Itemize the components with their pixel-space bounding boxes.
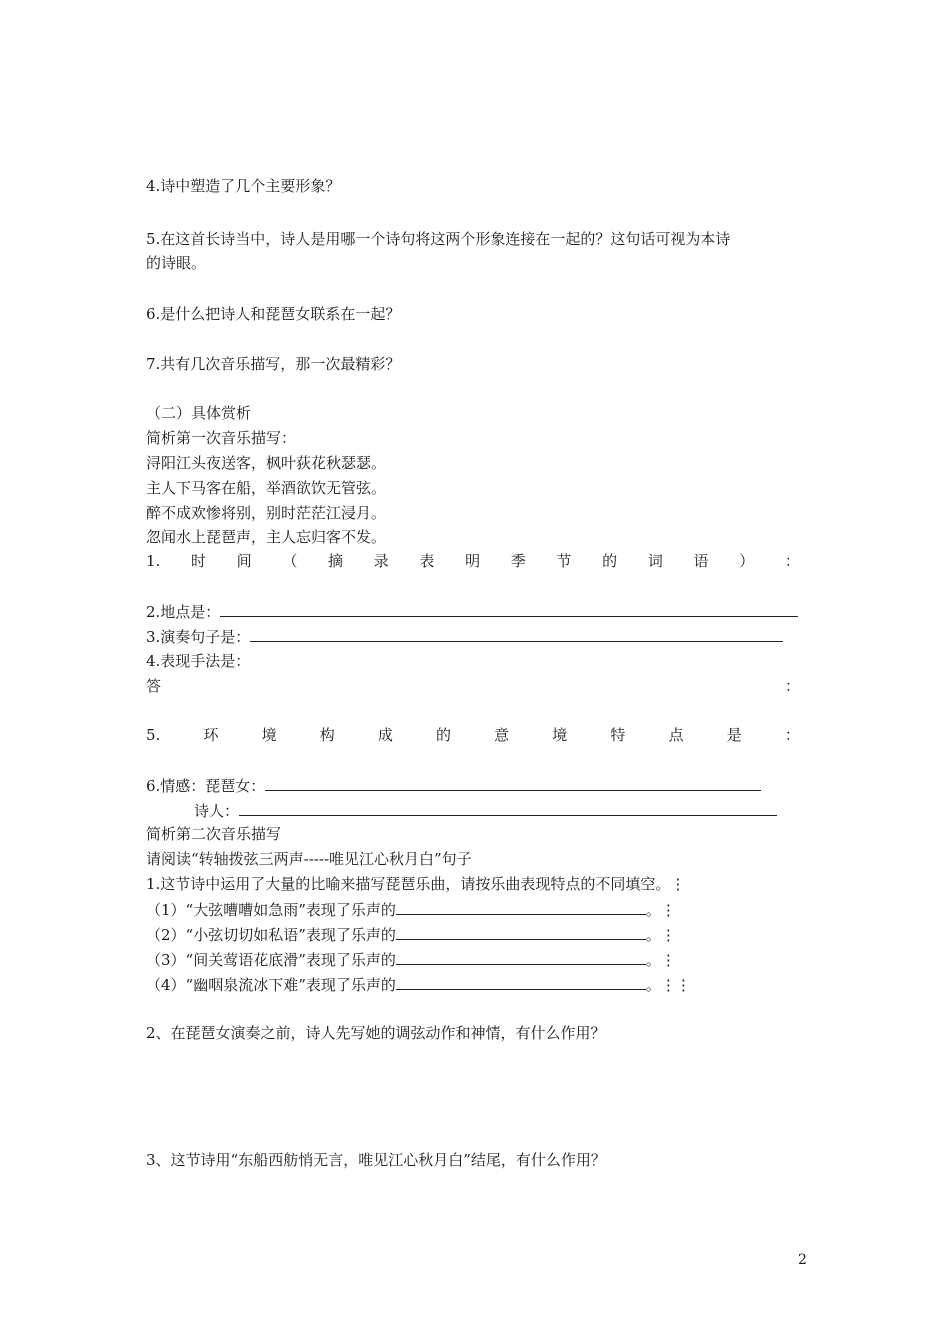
ending-question: 3、这节诗用“东船西舫悄无言，唯见江心秋月白”结尾，有什么作用？ [146, 1151, 606, 1169]
answer-blank[interactable] [396, 949, 646, 965]
question-5-line-2: 的诗眼。 [146, 254, 207, 272]
metaphor-item: （3）“间关莺语花底滑”表现了乐声的 。⋮ [146, 951, 676, 969]
fill-emotion-pipa: 6.情感：琵琶女： [146, 775, 761, 796]
second-music-title: 简析第二次音乐描写 [146, 825, 282, 843]
metaphor-item: （4）“幽咽泉流冰下难”表现了乐声的 。⋮⋮ [146, 976, 691, 994]
metaphor-item: （1）“大弦嘈嘈如急雨”表现了乐声的 。⋮ [146, 901, 676, 919]
answer-blank[interactable] [239, 800, 777, 816]
fill-technique: 4.表现手法是： [146, 652, 251, 670]
poem-line: 醉不成欢惨将别，别时茫茫江浸月。 [146, 504, 387, 522]
poem-line: 主人下马客在船，举酒欲饮无管弦。 [146, 479, 387, 497]
fill-time-question: 1. 时 间 （ 摘 录 表 明 季 节 的 词 语 ） ： [146, 552, 800, 570]
tuning-question: 2、在琵琶女演奏之前，诗人先写她的调弦动作和神情，有什么作用？ [146, 1024, 606, 1042]
answer-line: 答 ： [146, 677, 800, 695]
answer-blank[interactable] [250, 626, 783, 642]
fill-emotion-poet: 诗人： [194, 800, 777, 821]
page-number: 2 [798, 1252, 807, 1268]
metaphor-question: 1.这节诗中运用了大量的比喻来描写琵琶乐曲，请按乐曲表现特点的不同填空。⋮ [146, 875, 686, 893]
first-music-title: 简析第一次音乐描写： [146, 429, 297, 447]
fill-performance: 3.演奏句子是： [146, 626, 783, 647]
fill-location: 2.地点是： [146, 601, 798, 622]
poem-line: 浔阳江头夜送客，枫叶荻花秋瑟瑟。 [146, 454, 387, 472]
poem-line: 忽闻水上琵琶声，主人忘归客不发。 [146, 528, 387, 546]
second-music-instruction: 请阅读“转轴拨弦三两声-----唯见江心秋月白”句子 [146, 850, 472, 868]
question-6: 6.是什么把诗人和琵琶女联系在一起？ [146, 305, 401, 323]
answer-blank[interactable] [220, 601, 798, 617]
fill-mood-question: 5. 环 境 构 成 的 意 境 特 点 是 ： [146, 726, 800, 744]
answer-blank[interactable] [265, 775, 761, 791]
metaphor-item: （2）“小弦切切如私语”表现了乐声的 。⋮ [146, 926, 676, 944]
answer-blank[interactable] [396, 924, 646, 940]
question-5-line-1: 5.在这首长诗当中，诗人是用哪一个诗句将这两个形象连接在一起的？这句话可视为本诗 [146, 230, 731, 248]
question-4: 4.诗中塑造了几个主要形象？ [146, 177, 341, 195]
answer-blank[interactable] [396, 899, 646, 915]
section-heading: （二）具体赏析 [146, 404, 252, 422]
question-7: 7.共有几次音乐描写，那一次最精彩？ [146, 355, 401, 373]
answer-blank[interactable] [396, 974, 646, 990]
